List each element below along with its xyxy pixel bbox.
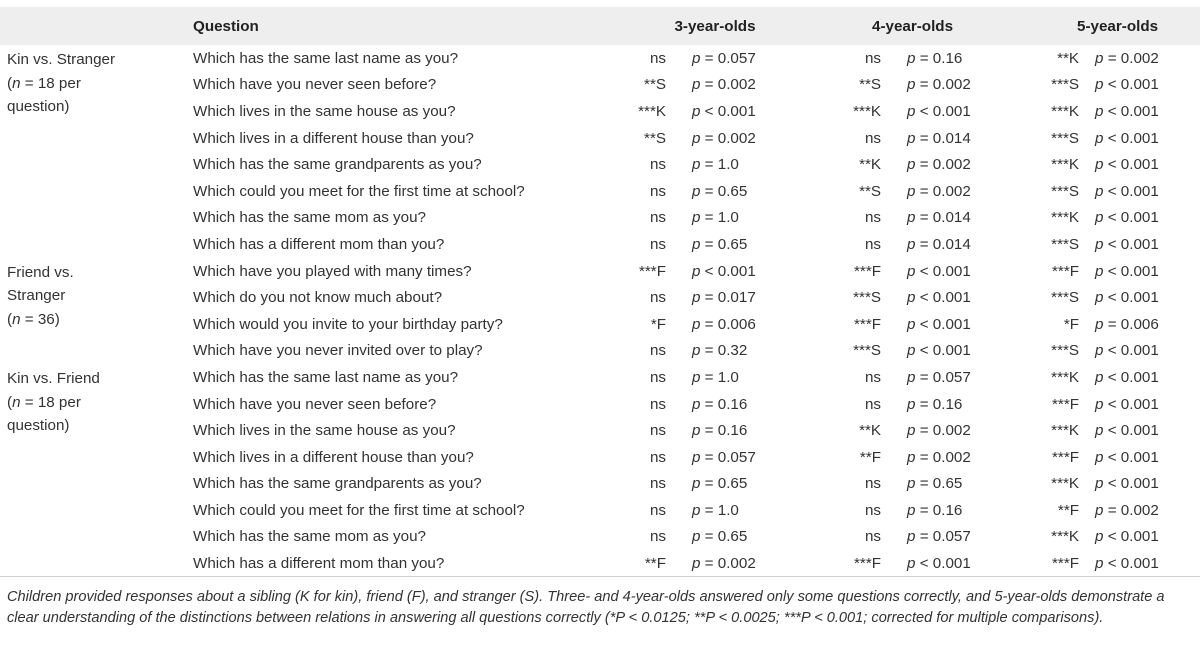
question-cell [0,391,600,418]
significance-cell: ns [649,235,666,253]
significance-cell: ***S [853,289,882,307]
significance-cell: ns [649,448,666,466]
header-5-year-olds: 5-year-olds [1077,17,1159,35]
p-symbol: p [907,395,916,413]
p-value-cell: p < 0.001 [907,262,971,280]
p-value-cell: p < 0.001 [1095,395,1159,413]
p-value-cell: p = 0.002 [692,76,756,94]
significance-cell: ns [864,129,882,147]
group-label-line: (n = 36) [7,310,60,328]
p-value-cell: p < 0.001 [1095,448,1159,466]
significance-cell: ***F [638,262,666,280]
p-value-cell: p = 1.0 [692,209,739,227]
p-symbol: p [1095,422,1104,440]
p-symbol: p [1095,49,1104,67]
p-value-cell: p < 0.001 [1095,235,1159,253]
p-symbol: p [907,235,916,253]
p-symbol: p [692,368,701,386]
significance-cell: **K [1057,49,1080,67]
p-symbol: p [1095,235,1104,253]
p-value-cell: p = 0.006 [692,315,756,333]
n-symbol: n [12,74,21,92]
p-symbol: p [692,289,701,307]
p-symbol: p [1095,209,1104,227]
p-symbol: p [692,49,701,67]
significance-cell: ***F [1052,395,1080,413]
table-row [0,45,1200,72]
p-value-cell: p = 0.65 [692,235,748,253]
significance-cell: ns [864,49,882,67]
question-text: Which have you never seen before? [193,76,437,94]
table-footnote: Children provided responses about a sibling (K for kin), friend (F), and stranger (S). Three- and 4-year-olds answered only some questions correctly, and 5-year-olds demonstrate a clear understanding of the distinctions between relations in answering all questions correctly (*P < 0.0125; **P < 0.0025; ***P < 0.001; corrected for multiple comparisons). [7,589,1165,626]
p-value-cell: p < 0.001 [1095,209,1159,227]
significance-cell: ns [864,368,882,386]
p-value-cell: p = 0.16 [692,395,748,413]
p-value-cell: p = 0.002 [907,156,971,174]
p-value-cell: p = 0.65 [692,528,748,546]
significance-cell: ***S [1051,182,1080,200]
p-symbol: p [1095,448,1104,466]
group-label-line: question) [7,417,70,435]
p-value-cell: p < 0.001 [1095,342,1159,360]
question-text: Which has the same grandparents as you? [193,156,482,174]
group-label-line: Friend vs. [7,263,74,281]
p-symbol: p [907,342,916,360]
table-row [0,497,1200,524]
p-symbol: p [692,395,701,413]
p-symbol: p [1095,315,1104,333]
p-value-cell: p < 0.001 [1095,528,1159,546]
header-question: Question [193,17,259,35]
significance-cell: ns [649,49,666,67]
p-value-cell: p < 0.001 [907,315,971,333]
p-value-cell: p < 0.001 [907,289,971,307]
table-row [0,550,1200,577]
p-value-cell: p = 0.014 [907,129,971,147]
significance-cell: ***S [853,342,882,360]
p-value-cell: p = 0.002 [1095,49,1159,67]
significance-cell: ***F [810,550,895,577]
p-value-cell: p = 0.006 [1095,315,1159,333]
table-row [0,364,1200,391]
p-symbol: p [692,528,701,546]
n-symbol: n [12,310,21,328]
p-symbol: p [907,448,916,466]
p-symbol: p [907,475,916,493]
question-text: Which has the same mom as you? [193,528,426,546]
significance-cell: ns [864,475,882,493]
question-text: Which has the same grandparents as you? [193,475,482,493]
p-symbol: p [692,315,701,333]
question-text: Which have you never invited over to play? [193,342,483,360]
p-symbol: p [907,102,916,120]
p-value-cell: p < 0.001 [1095,129,1159,147]
significance-cell: ns [864,395,882,413]
significance-cell: **F [859,448,882,466]
question-text: Which lives in a different house than you? [193,129,474,147]
p-symbol: p [907,422,916,440]
question-text: Which has the same last name as you? [193,368,459,386]
p-symbol: p [1095,368,1104,386]
n-symbol: n [12,393,21,411]
question-text: Which has the same mom as you? [193,209,426,227]
group-label-line: Kin vs. Friend [7,370,100,388]
question-cell [0,125,600,152]
p-value-cell: p = 0.16 [907,395,963,413]
table-row [0,338,1200,365]
p-symbol: p [692,235,701,253]
question-text: Which has a different mom than you? [193,554,445,572]
significance-cell: ***K [1051,368,1080,386]
header-4-year-olds: 4-year-olds [872,17,954,35]
p-value-cell: p < 0.001 [1095,76,1159,94]
group-label-line: question) [7,98,70,115]
group-label-line: (n = 18 per [7,393,81,411]
p-value-cell: p = 0.32 [692,342,748,360]
p-symbol: p [1095,129,1104,147]
p-symbol: p [1095,501,1104,519]
significance-cell: ***K [1051,475,1080,493]
table-row [0,417,1200,444]
group-label-line: Kin vs. Stranger [7,51,116,68]
significance-cell: ***K [1051,528,1080,546]
question-text: Which have you never seen before? [193,395,437,413]
p-symbol: p [1095,554,1104,572]
p-value-cell: p = 0.002 [907,182,971,200]
p-symbol: p [692,501,701,519]
p-symbol: p [692,102,701,120]
p-value-cell: p < 0.001 [692,102,756,120]
table-row [0,524,1200,551]
significance-cell: ns [649,342,666,360]
p-value-cell: p < 0.001 [895,550,1025,577]
p-symbol: p [1095,262,1104,280]
table-row [0,72,1200,99]
p-value-cell: p < 0.001 [692,262,756,280]
p-value-cell: p = 0.014 [907,209,971,227]
table-row [0,258,1200,285]
p-symbol: p [907,262,916,280]
p-value-cell: p < 0.001 [907,342,971,360]
question-cell [0,284,600,311]
question-cell [0,550,600,577]
table-body [0,45,1200,577]
significance-cell: **K [859,156,882,174]
table-row [0,125,1200,152]
significance-cell: ns [864,528,882,546]
significance-cell: ***K [638,102,666,120]
p-value-cell: p = 0.16 [692,422,748,440]
table-row [0,178,1200,205]
significance-cell: ns [649,182,666,200]
significance-cell: **S [644,76,666,94]
significance-cell: ***K [1051,102,1080,120]
question-text: Which lives in a different house than you? [193,448,474,466]
p-symbol: p [1095,528,1104,546]
p-symbol: p [692,129,701,147]
p-symbol: p [907,289,916,307]
p-symbol: p [907,554,916,572]
p-symbol: p [907,156,916,174]
p-symbol: p [692,156,701,174]
significance-cell: **F [1057,501,1080,519]
p-value-cell: p = 0.057 [907,528,971,546]
p-value-cell: p < 0.001 [1095,102,1159,120]
p-value-cell: p = 0.002 [1095,501,1159,519]
question-text: Which would you invite to your birthday party? [193,315,503,333]
p-symbol: p [907,315,916,333]
question-cell [0,471,600,498]
p-symbol: p [907,368,916,386]
p-value-cell: p < 0.001 [1095,368,1159,386]
significance-cell: ns [864,235,882,253]
p-value-cell: p < 0.001 [1095,262,1159,280]
header-row [0,7,1200,45]
table-row [0,471,1200,498]
p-value-cell: p = 0.002 [680,550,810,577]
p-value-cell: p = 0.057 [692,49,756,67]
question-cell [0,178,600,205]
significance-cell: ns [649,501,666,519]
p-value-cell: p = 1.0 [692,156,739,174]
question-cell [0,497,600,524]
p-value-cell: p < 0.001 [1095,550,1200,577]
significance-cell: ns [864,501,882,519]
p-value-cell: p = 0.002 [907,76,971,94]
group-label-line: Stranger [7,287,66,305]
p-symbol: p [1095,342,1104,360]
p-symbol: p [692,475,701,493]
p-symbol: p [907,182,916,200]
significance-cell: ***F [854,315,882,333]
question-cell [0,311,600,338]
table-row [0,311,1200,338]
significance-cell: ns [649,209,666,227]
significance-cell: ns [864,209,882,227]
question-text: Which do you not know much about? [193,289,443,307]
question-text: Which has a different mom than you? [193,235,445,253]
significance-cell: ns [649,422,666,440]
question-text: Which could you meet for the first time at school? [193,501,525,519]
header-3-year-olds: 3-year-olds [674,17,756,35]
p-symbol: p [692,262,701,280]
group-label-line: (n = 18 per [7,74,81,92]
p-value-cell: p = 0.16 [907,501,963,519]
p-value-cell: p < 0.001 [1095,422,1159,440]
question-cell [0,338,600,365]
significance-cell: ns [649,528,666,546]
significance-cell: ns [649,395,666,413]
significance-cell: ***S [1051,289,1080,307]
significance-cell: ns [649,475,666,493]
question-text: Which lives in the same house as you? [193,422,456,440]
significance-cell: ns [649,156,666,174]
question-cell [0,151,600,178]
p-symbol: p [1095,475,1104,493]
p-value-cell: p = 0.057 [692,448,756,466]
significance-cell: **S [859,182,882,200]
p-value-cell: p = 1.0 [692,501,739,519]
significance-cell: **S [859,76,882,94]
significance-cell: *F [650,315,666,333]
p-value-cell: p = 0.014 [907,235,971,253]
p-symbol: p [1095,102,1104,120]
p-value-cell: p = 0.65 [692,475,748,493]
results-table [0,7,1200,577]
p-value-cell: p = 0.017 [692,289,756,307]
significance-cell: ***F [854,262,882,280]
p-symbol: p [692,209,701,227]
significance-cell: **K [859,422,882,440]
table-row [0,444,1200,471]
significance-cell: **F [600,550,680,577]
p-value-cell: p < 0.001 [1095,289,1159,307]
p-symbol: p [692,342,701,360]
p-value-cell: p = 0.65 [692,182,748,200]
question-cell [0,205,600,232]
p-value-cell: p = 1.0 [692,368,739,386]
question-text: Which could you meet for the first time at school? [193,182,525,200]
p-symbol: p [1095,395,1104,413]
p-symbol: p [907,501,916,519]
p-symbol: p [1095,156,1104,174]
question-text: Which lives in the same house as you? [193,102,456,120]
p-symbol: p [692,422,701,440]
p-symbol: p [1095,76,1104,94]
significance-cell: *F [1063,315,1080,333]
p-value-cell: p = 0.16 [907,49,963,67]
significance-cell: ***K [1051,422,1080,440]
p-value-cell: p = 0.002 [907,422,971,440]
table-row [0,391,1200,418]
p-symbol: p [692,76,701,94]
question-cell [0,72,600,99]
question-cell [0,444,600,471]
p-symbol: p [1095,182,1104,200]
p-symbol: p [907,49,916,67]
p-value-cell: p = 0.002 [907,448,971,466]
p-symbol: p [907,129,916,147]
table-row [0,151,1200,178]
p-value-cell: p = 0.65 [907,475,963,493]
p-value-cell: p = 0.002 [692,129,756,147]
p-symbol: p [692,554,701,572]
table-row [0,98,1200,125]
significance-cell: ***K [1051,209,1080,227]
significance-cell: **S [644,129,666,147]
significance-cell: ***F [1052,262,1080,280]
p-symbol: p [692,448,701,466]
significance-cell: ***K [1051,156,1080,174]
p-symbol: p [692,182,701,200]
significance-cell: ***S [1051,235,1080,253]
p-value-cell: p = 0.057 [907,368,971,386]
significance-cell: ***S [1051,129,1080,147]
p-symbol: p [1095,289,1104,307]
significance-cell: ns [649,289,666,307]
p-symbol: p [907,528,916,546]
question-cell [0,231,600,258]
question-cell [0,524,600,551]
significance-cell: ***F [1025,550,1095,577]
p-value-cell: p < 0.001 [907,102,971,120]
significance-cell: ns [649,368,666,386]
question-cell [0,98,600,125]
p-symbol: p [907,209,916,227]
significance-cell: ***S [1051,342,1080,360]
table-row [0,284,1200,311]
table-row [0,205,1200,232]
table-row [0,231,1200,258]
p-value-cell: p < 0.001 [1095,156,1159,174]
question-text: Which has the same last name as you? [193,49,459,67]
p-value-cell: p < 0.001 [1095,475,1159,493]
p-symbol: p [907,76,916,94]
question-cell [0,417,600,444]
significance-cell: ***K [853,102,882,120]
significance-cell: ***F [1052,448,1080,466]
significance-cell: ***S [1051,76,1080,94]
question-text: Which have you played with many times? [193,262,472,280]
p-value-cell: p < 0.001 [1095,182,1159,200]
